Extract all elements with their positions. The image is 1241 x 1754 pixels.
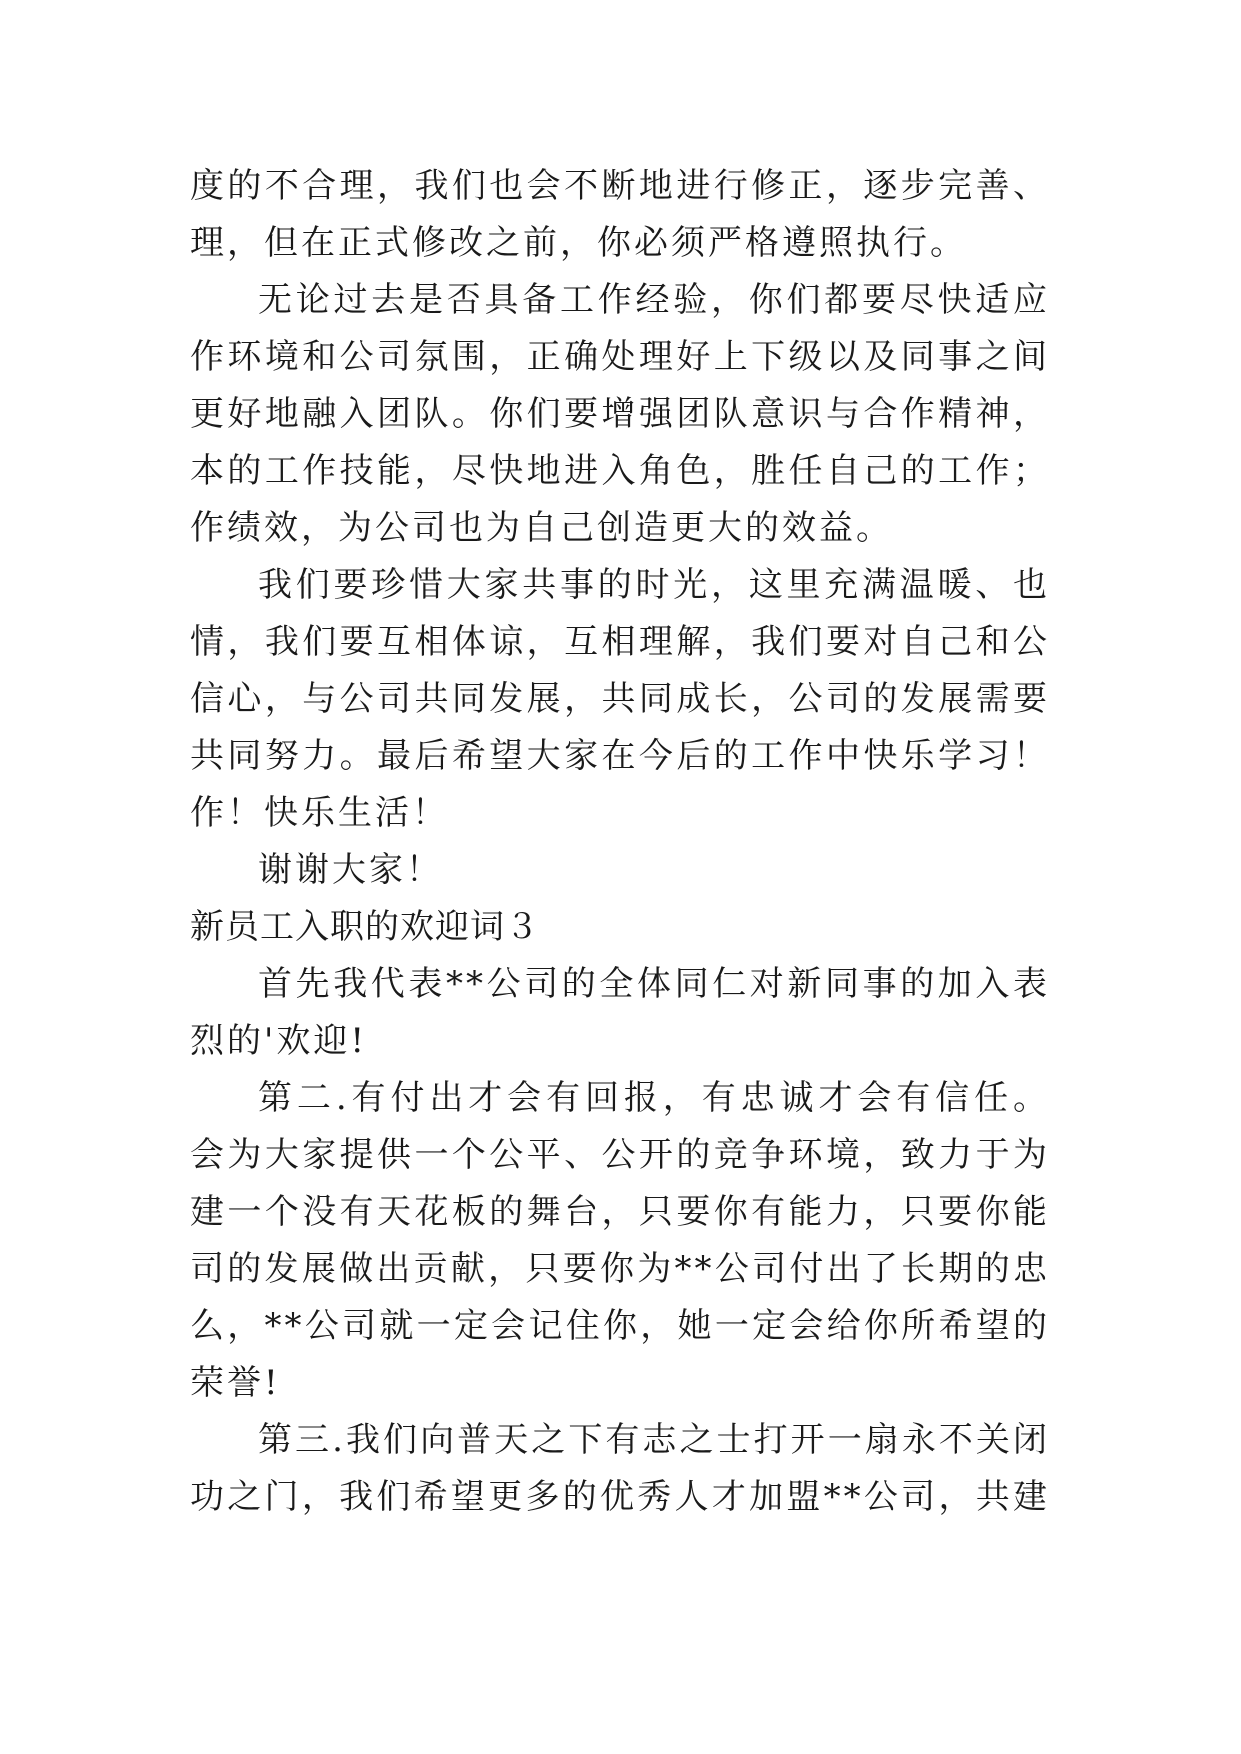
paragraph-line: 度的不合理，我们也会不断地进行修正，逐步完善、: [190, 166, 1050, 206]
paragraph-line: 理，但在正式修改之前，你必须严格遵照执行。: [190, 223, 967, 263]
paragraph-line: 作绩效，为公司也为自己创造更大的效益。: [190, 508, 893, 548]
paragraph-line: 首先我代表**公司的全体同仁对新同事的加入表: [258, 964, 1050, 1004]
paragraph-line: 第三.我们向普天之下有志之士打开一扇永不关闭: [258, 1420, 1050, 1460]
paragraph-line: 无论过去是否具备工作经验，你们都要尽快适应: [258, 280, 1050, 320]
paragraph-line: 么，**公司就一定会记住你，她一定会给你所希望的: [190, 1306, 1050, 1346]
paragraph-line: 荣誉!: [190, 1363, 281, 1403]
paragraph-line: 烈的'欢迎!: [190, 1021, 368, 1061]
paragraph-line: 建一个没有天花板的舞台，只要你有能力，只要你能: [190, 1192, 1050, 1232]
document-body: [190, 158, 1050, 1526]
paragraph-line: 本的工作技能，尽快地进入角色，胜任自己的工作；: [190, 451, 1050, 491]
paragraph-line: 谢谢大家！: [258, 850, 443, 890]
paragraph-line: 作！快乐生活！: [190, 793, 449, 833]
paragraph-line: 情，我们要互相体谅，互相理解，我们要对自己和公: [190, 622, 1050, 662]
section-heading: 新员工入职的欢迎词３: [190, 907, 540, 947]
paragraph-line: 司的发展做出贡献，只要你为**公司付出了长期的忠: [190, 1249, 1050, 1289]
paragraph-line: 第二.有付出才会有回报，有忠诚才会有信任。: [258, 1078, 1050, 1118]
paragraph-line: 共同努力。最后希望大家在今后的工作中快乐学习！: [190, 736, 1050, 776]
paragraph-line: 更好地融入团队。你们要增强团队意识与合作精神，: [190, 394, 1050, 434]
paragraph-line: 会为大家提供一个公平、公开的竞争环境，致力于为: [190, 1135, 1050, 1175]
paragraph-line: 信心，与公司共同发展，共同成长，公司的发展需要: [190, 679, 1050, 719]
paragraph-line: 功之门，我们希望更多的优秀人才加盟**公司，共建: [190, 1477, 1050, 1517]
paragraph-line: 作环境和公司氛围，正确处理好上下级以及同事之间: [190, 337, 1050, 377]
paragraph-line: 我们要珍惜大家共事的时光，这里充满温暖、也: [258, 565, 1050, 605]
